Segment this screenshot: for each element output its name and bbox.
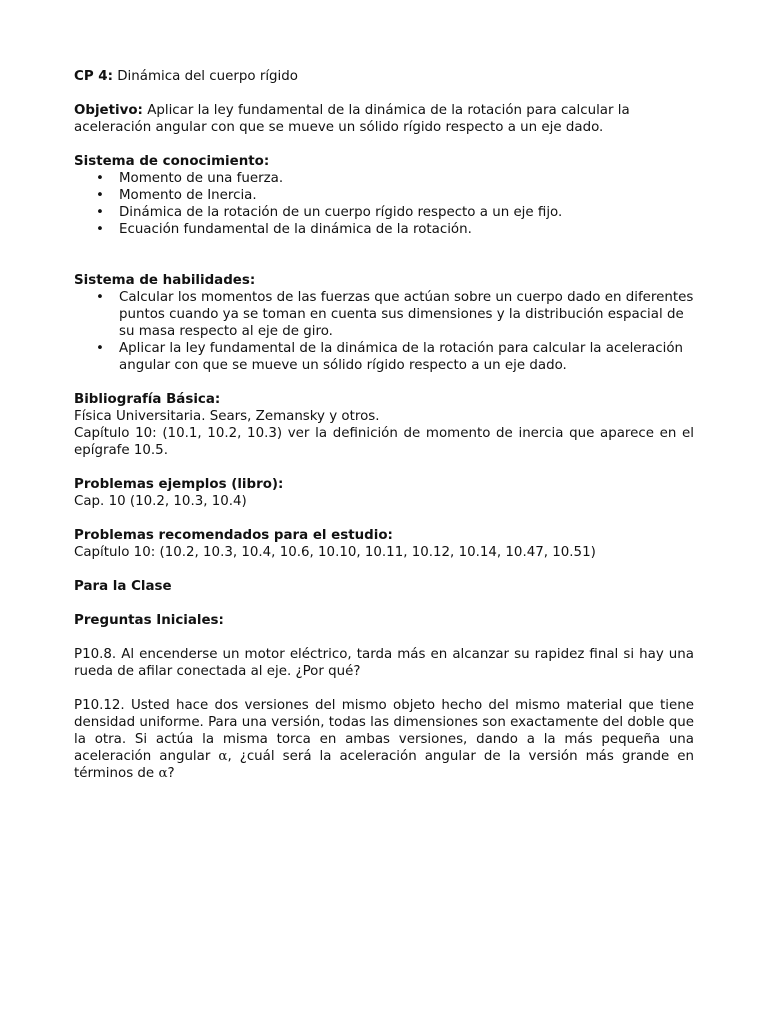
recomendados-text: Capítulo 10: (10.2, 10.3, 10.4, 10.6, 10.10, 10.11, 10.12, 10.14, 10.47, 10.51) bbox=[74, 545, 596, 560]
pregunta-p10-8: P10.8. Al encenderse un motor eléctrico, tarda más en alcanzar su rapidez final si hay una rueda de afilar conectada al eje. ¿Por qué? bbox=[74, 647, 694, 679]
bullet-icon: • bbox=[96, 205, 104, 220]
ejemplos-heading: Problemas ejemplos (libro): bbox=[74, 477, 284, 492]
list-item: • Momento de una fuerza. bbox=[96, 171, 284, 186]
bibliografia-heading: Bibliografía Básica: bbox=[74, 392, 221, 407]
objetivo-label: Objetivo: bbox=[74, 103, 143, 118]
preguntas-heading: Preguntas Iniciales: bbox=[74, 613, 224, 628]
document-title bbox=[74, 68, 694, 85]
bullet-icon: • bbox=[96, 222, 104, 237]
conocimiento-list bbox=[74, 170, 694, 238]
bibliografia-book: Física Universitaria. Sears, Zemansky y otros. bbox=[74, 409, 380, 424]
ejemplos-section bbox=[74, 476, 694, 510]
recomendados-section bbox=[74, 527, 694, 561]
list-item: • Calcular los momentos de las fuerzas que actúan sobre un cuerpo dado en diferentes puntos cuando ya se toman en cuenta sus dimensiones y la distribución espacial de su masa respecto al eje de giro. bbox=[96, 290, 694, 339]
bullet-icon: • bbox=[96, 188, 104, 203]
alpha-symbol: α bbox=[218, 749, 228, 764]
bullet-icon: • bbox=[96, 290, 104, 305]
bibliografia-section bbox=[74, 391, 694, 459]
habilidades-heading: Sistema de habilidades: bbox=[74, 273, 256, 288]
conocimiento-heading: Sistema de conocimiento: bbox=[74, 154, 270, 169]
ejemplos-text: Cap. 10 (10.2, 10.3, 10.4) bbox=[74, 494, 247, 509]
objetivo-text: Aplicar la ley fundamental de la dinámica de la rotación para calcular la aceleración angular con que se mueve un sólido rígido respecto a un eje dado. bbox=[74, 103, 630, 135]
list-item: • Ecuación fundamental de la dinámica de la rotación. bbox=[96, 222, 472, 237]
title-label: CP 4: bbox=[74, 69, 113, 84]
habilidades-list bbox=[74, 289, 694, 374]
document-page bbox=[74, 68, 694, 782]
clase-heading: Para la Clase bbox=[74, 579, 172, 594]
objetivo-paragraph bbox=[74, 102, 694, 136]
list-item: • Dinámica de la rotación de un cuerpo rígido respecto a un eje fijo. bbox=[96, 205, 563, 220]
title-text: Dinámica del cuerpo rígido bbox=[117, 69, 298, 84]
bullet-icon: • bbox=[96, 341, 104, 356]
recomendados-heading: Problemas recomendados para el estudio: bbox=[74, 528, 393, 543]
list-item: • Aplicar la ley fundamental de la dinámica de la rotación para calcular la aceleración angular con que se mueve un sólido rígido respecto a un eje dado. bbox=[96, 341, 684, 373]
list-item: • Momento de Inercia. bbox=[96, 188, 257, 203]
pregunta-p10-12: P10.12. Usted hace dos versiones del mismo objeto hecho del mismo material que tiene densidad uniforme. Para una versión, todas las dimensiones son exactamente del doble que la otra. Si actúa la misma torca en ambas versiones, dando a la más pequeña una aceleración angular α, ¿cuál será la aceleración angular de la versión más grande en términos de α? bbox=[74, 698, 694, 781]
alpha-symbol: α bbox=[158, 766, 168, 781]
bullet-icon: • bbox=[96, 171, 104, 186]
bibliografia-chapter: Capítulo 10: (10.1, 10.2, 10.3) ver la definición de momento de inercia que aparece en el epígrafe 10.5. bbox=[74, 426, 694, 458]
